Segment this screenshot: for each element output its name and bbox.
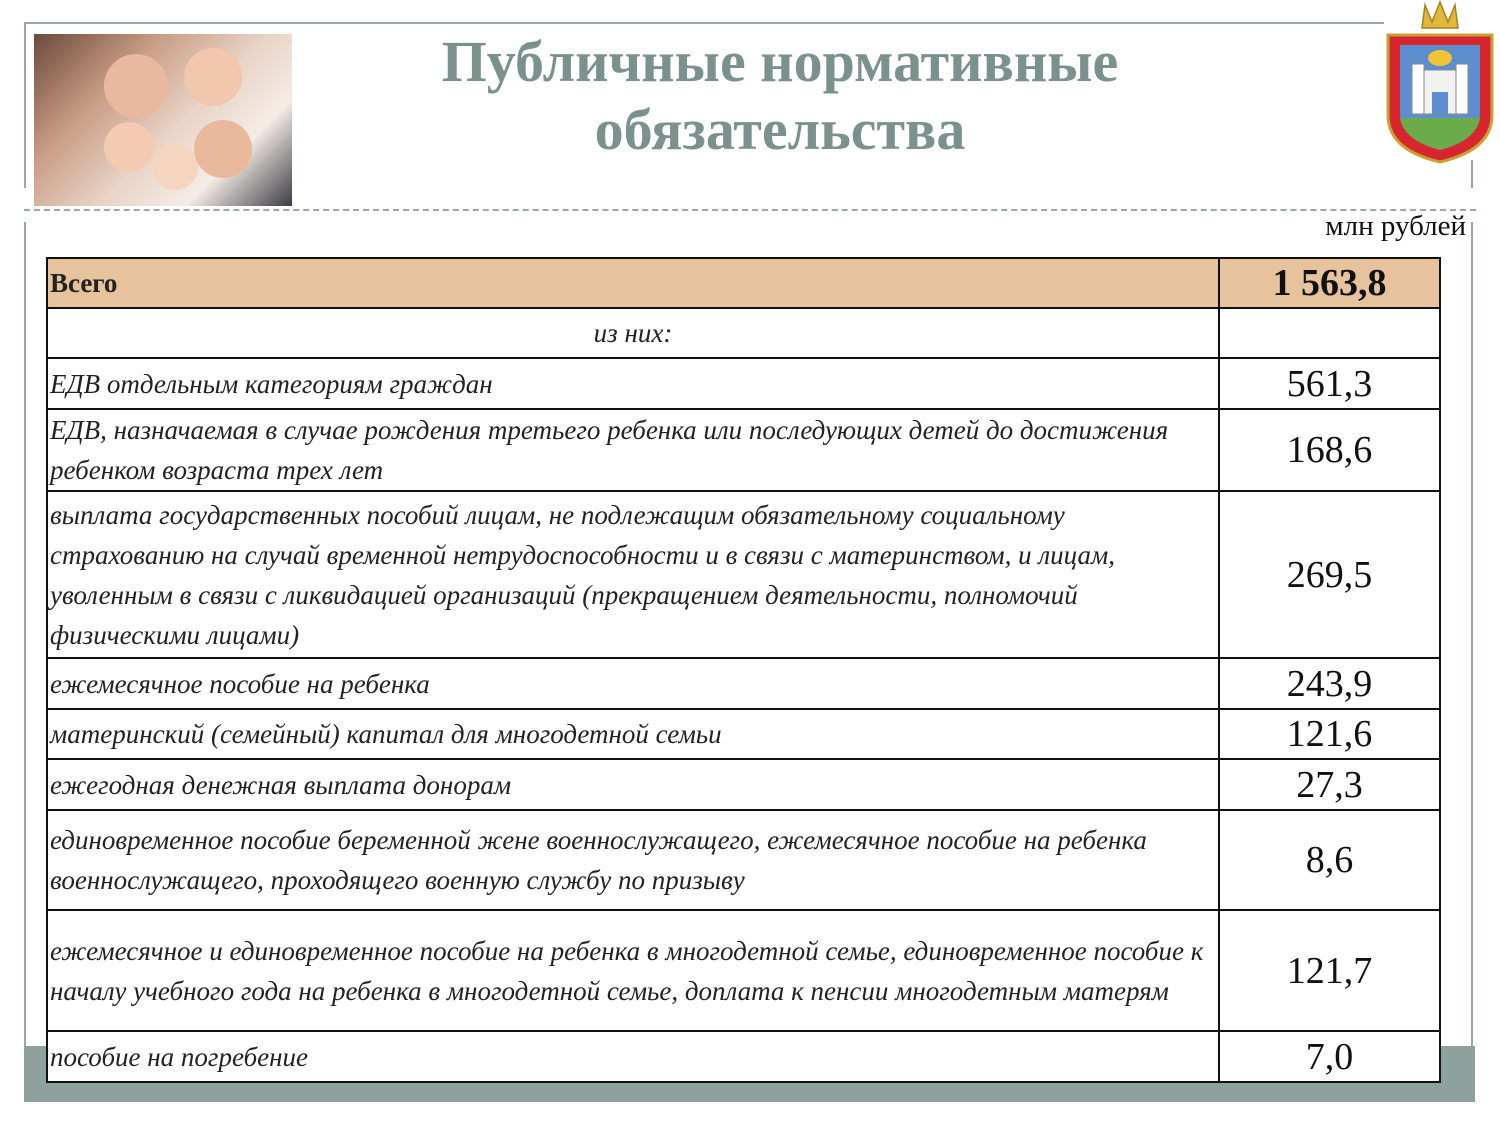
table-row <box>47 658 1440 709</box>
subheader-label: из них: <box>47 308 1219 358</box>
family-photo <box>34 34 292 206</box>
row-label: ежемесячное и единовременное пособие на ребенка в многодетной семье, единовременное пособие к началу учебного года на ребенка в многодетной семье, доплата к пенсии многодетным матерям <box>47 910 1219 1031</box>
title-line-2: обязательства <box>594 97 966 162</box>
row-label: выплата государственных пособий лицам, не подлежащим обязательному социальному страхованию на случай временной нетрудоспособности и в связи с материнством, и лицам, уволенным в связи с ликвидацией организаций (прекращением деятельности, полномочий физическими лицами) <box>47 491 1219 658</box>
table-row <box>47 810 1440 910</box>
row-value: 121,7 <box>1219 910 1440 1031</box>
header-divider <box>24 209 1476 211</box>
total-label: Всего <box>47 258 1219 308</box>
title-line-1: Публичные нормативные <box>441 29 1119 94</box>
row-label: ЕДВ, назначаемая в случае рождения третьего ребенка или последующих детей до достижения ребенком возраста трех лет <box>47 409 1219 491</box>
row-value: 561,3 <box>1219 358 1440 409</box>
row-label: ежегодная денежная выплата донорам <box>47 759 1219 810</box>
row-value: 269,5 <box>1219 491 1440 658</box>
row-label: материнский (семейный) капитал для многодетной семьи <box>47 709 1219 759</box>
frame-top-line <box>24 22 1384 24</box>
row-value: 121,6 <box>1219 709 1440 759</box>
table-row <box>47 358 1440 409</box>
row-value: 168,6 <box>1219 409 1440 491</box>
row-label: единовременное пособие беременной жене военнослужащего, ежемесячное пособие на ребенка военнослужащего, проходящего военную службу по призыву <box>47 810 1219 910</box>
row-value: 8,6 <box>1219 810 1440 910</box>
total-value: 1 563,8 <box>1219 258 1440 308</box>
subheader-empty-cell <box>1219 308 1440 358</box>
row-value: 243,9 <box>1219 658 1440 709</box>
table-row <box>47 1031 1440 1082</box>
page-title <box>300 28 1260 164</box>
units-label: млн рублей <box>1325 210 1466 242</box>
coat-of-arms-emblem <box>1380 0 1500 165</box>
row-value: 27,3 <box>1219 759 1440 810</box>
frame-left-top-line <box>24 22 26 188</box>
row-label: ежемесячное пособие на ребенка <box>47 658 1219 709</box>
table-row <box>47 409 1440 491</box>
obligations-table <box>46 257 1441 1083</box>
table-row <box>47 491 1440 658</box>
row-value: 7,0 <box>1219 1031 1440 1082</box>
frame-right-line <box>1471 222 1473 1102</box>
table-row <box>47 910 1440 1031</box>
row-label: ЕДВ отдельным категориям граждан <box>47 358 1219 409</box>
table-row <box>47 759 1440 810</box>
total-row <box>47 258 1440 308</box>
row-label: пособие на погребение <box>47 1031 1219 1082</box>
subheader-row <box>47 308 1440 358</box>
frame-left-line <box>24 222 26 1102</box>
table-row <box>47 709 1440 759</box>
